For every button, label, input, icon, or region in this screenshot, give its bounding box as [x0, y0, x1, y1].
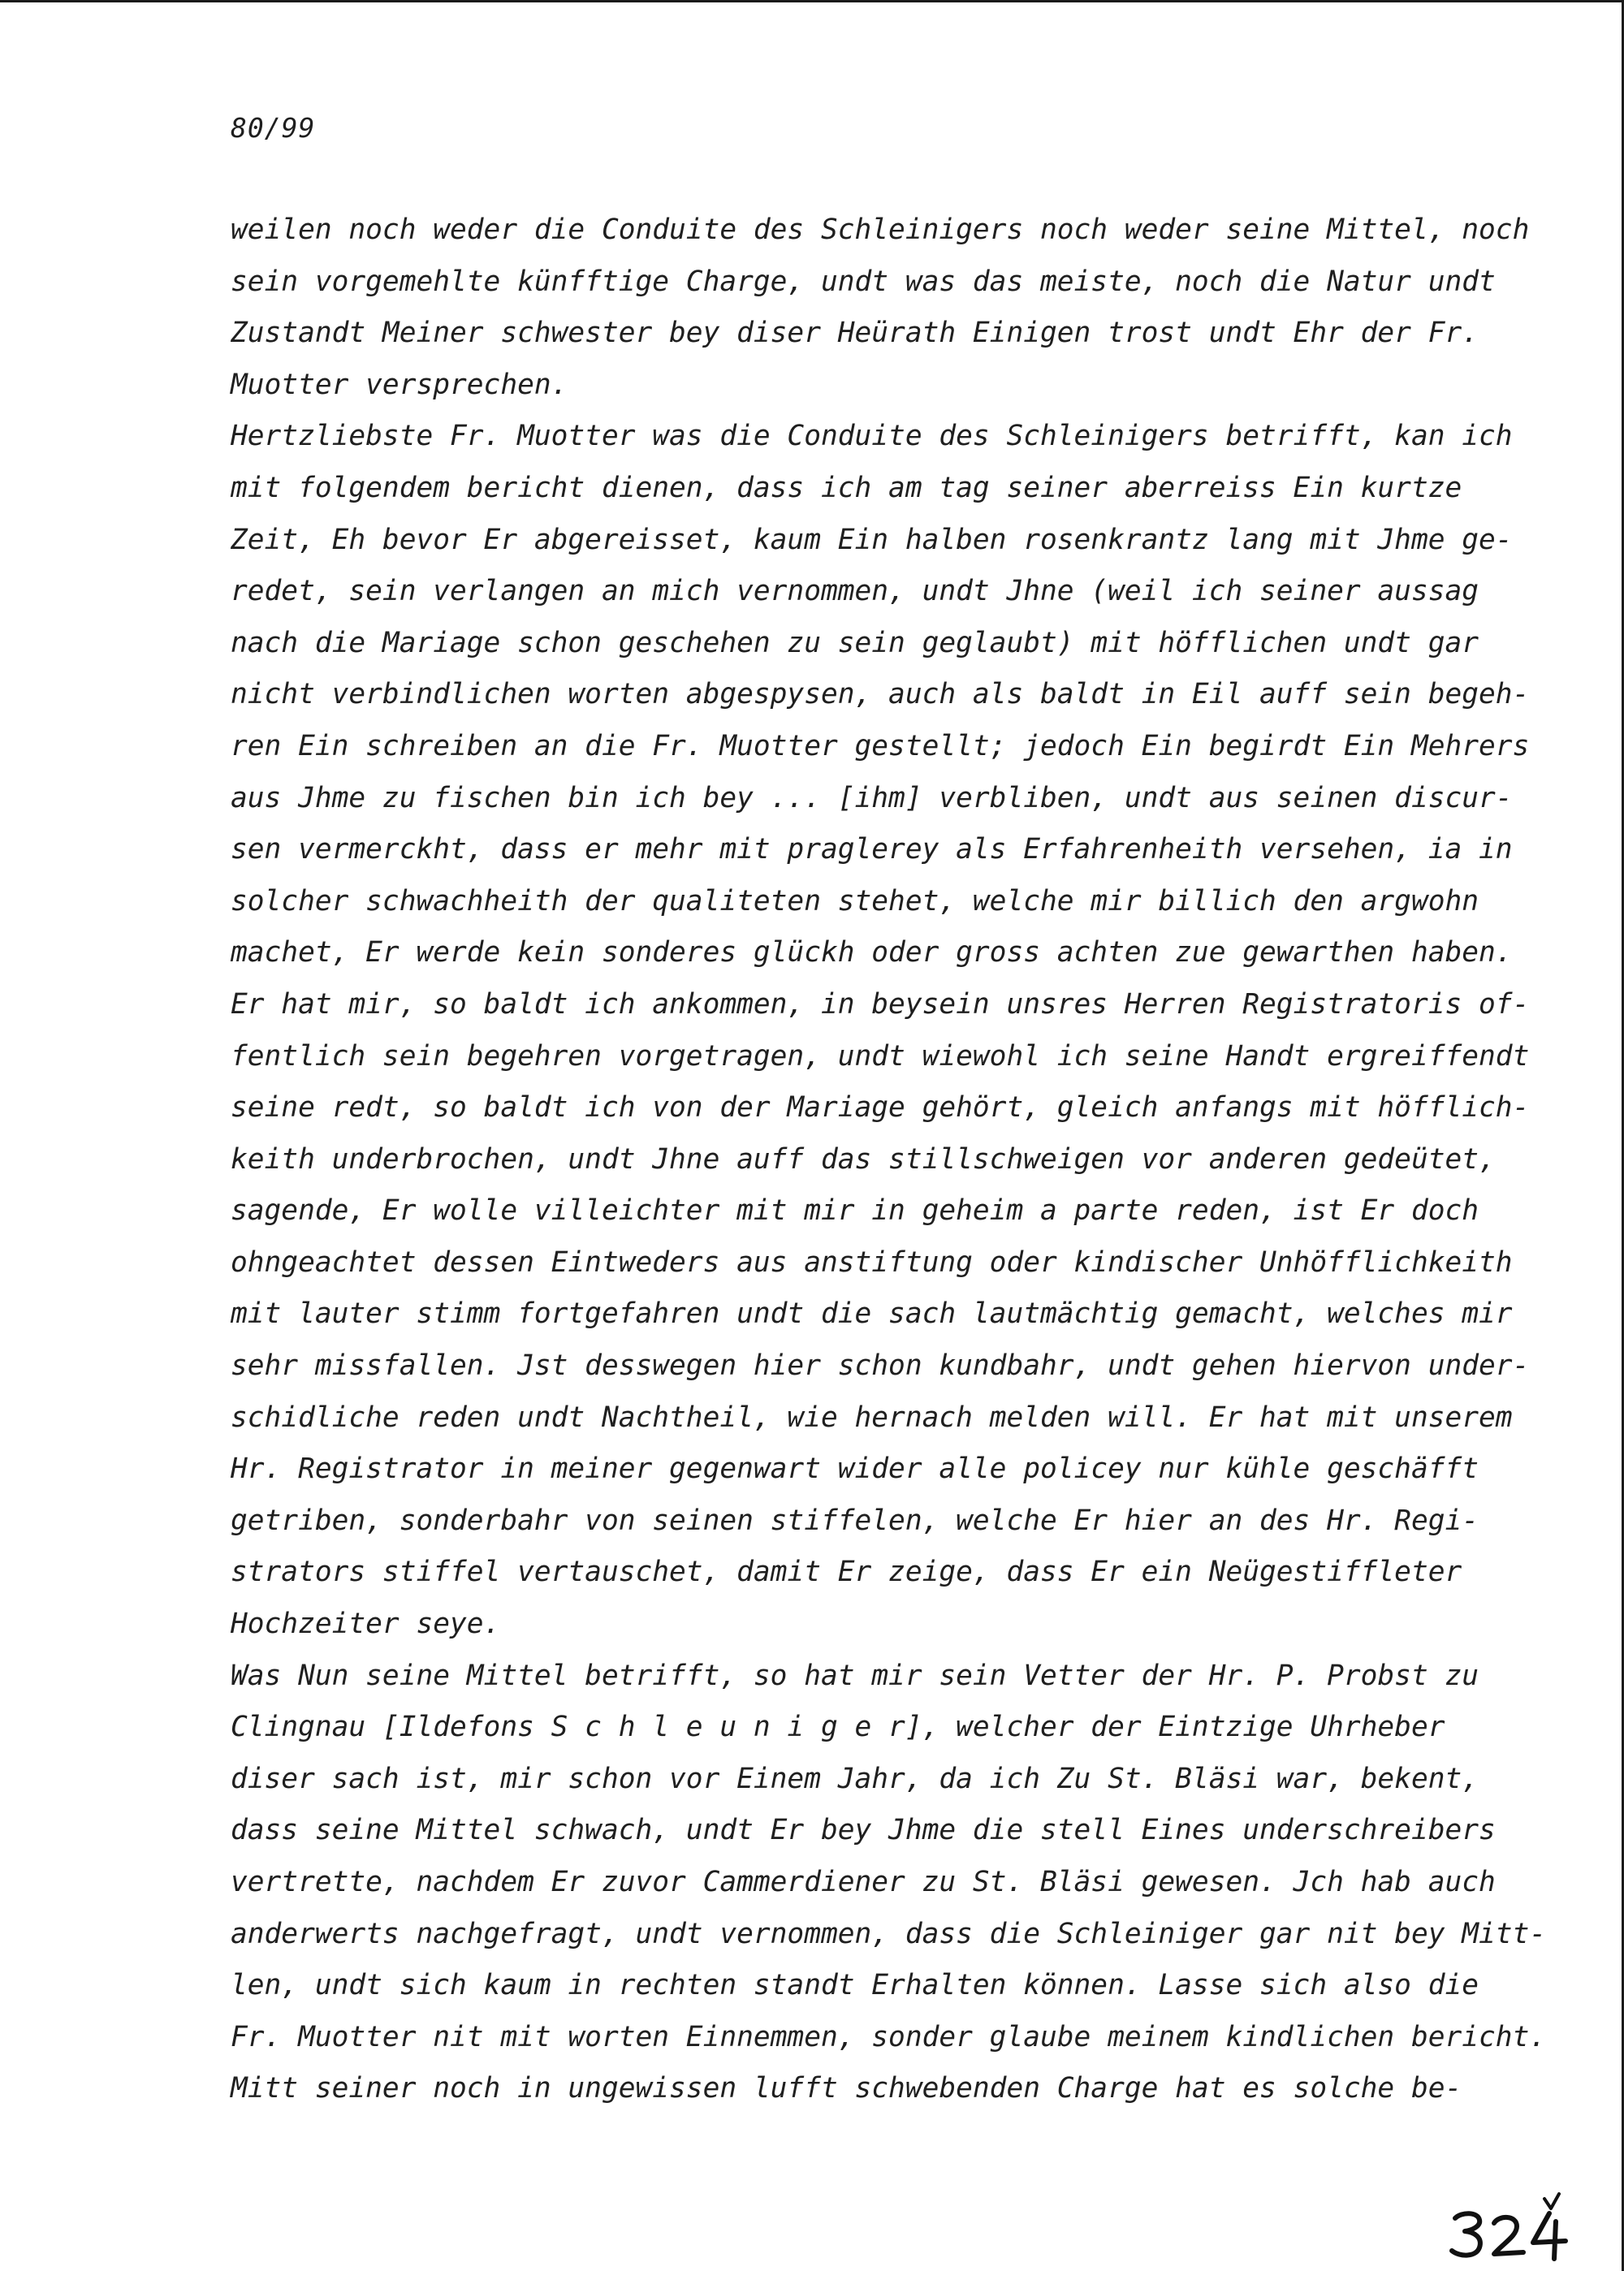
text-line: Was Nun seine Mittel betrifft, so hat mir sein Vetter der Hr. P. Probst zu	[231, 1659, 1479, 1692]
text-line: sen vermerckht, dass er mehr mit praglerey als Erfahrenheith versehen, ia in	[231, 833, 1513, 866]
text-line: seine redt, so baldt ich von der Mariage gehört, gleich anfangs mit höfflich-	[231, 1091, 1530, 1125]
text-line: Fr. Muotter nit mit worten Einnemmen, sonder glaube meinem kindlichen bericht.	[231, 2020, 1547, 2053]
text-line: sagende, Er wolle villeichter mit mir in geheim a parte reden, ist Er doch	[231, 1194, 1479, 1228]
text-line: sein vorgemehlte künfftige Charge, undt was das meiste, noch die Natur undt	[231, 265, 1496, 298]
text-line: Hochzeiter seye.	[231, 1608, 501, 1641]
text-line: mit folgendem bericht dienen, dass ich am tag seiner aberreiss Ein kurtze	[231, 471, 1462, 504]
top-border-line	[0, 0, 1624, 2]
text-line: keith underbrochen, undt Jhne auff das stillschweigen vor anderen gedeütet,	[231, 1142, 1496, 1176]
folio-digit-4	[1533, 2213, 1566, 2259]
text-line: anderwerts nachgefragt, undt vernommen, dass die Schleiniger gar nit bey Mitt-	[231, 1917, 1547, 1950]
text-line: dass seine Mittel schwach, undt Er bey Jhme die stell Eines underschreibers	[231, 1814, 1496, 1847]
text-line: getriben, sonderbahr von seinen stiffelen, welche Er hier an des Hr. Regi-	[231, 1504, 1479, 1537]
folio-check-mark	[1544, 2194, 1559, 2208]
text-line: Mitt seiner noch in ungewissen lufft schwebenden Charge hat es solche be-	[231, 2072, 1462, 2105]
text-line: len, undt sich kaum in rechten standt Erhalten können. Lasse sich also die	[231, 1969, 1479, 2002]
text-line: Hr. Registrator in meiner gegenwart wider alle policey nur kühle geschäfft	[231, 1453, 1479, 1486]
text-line: Clingnau [Ildefons S c h l e u n i g e r], welcher der Eintzige Uhrheber	[231, 1711, 1445, 1744]
text-line: schidliche reden undt Nachtheil, wie hernach melden will. Er hat mit unserem	[231, 1401, 1513, 1434]
text-line: sehr missfallen. Jst desswegen hier schon kundbahr, undt gehen hiervon under-	[231, 1349, 1530, 1383]
text-line: machet, Er werde kein sonderes glückh oder gross achten zue gewarthen haben.	[231, 936, 1513, 969]
folio-digit-2	[1494, 2217, 1523, 2254]
text-line: fentlich sein begehren vorgetragen, undt wiewohl ich seine Handt ergreiffendt	[231, 1039, 1530, 1073]
letter-body-text	[231, 205, 1547, 2115]
text-line: solcher schwachheith der qualiteten stehet, welche mir billich den argwohn	[231, 884, 1479, 917]
text-line: weilen noch weder die Conduite des Schleinigers noch weder seine Mittel, noch	[231, 214, 1530, 246]
text-line: Zeit, Eh bevor Er abgereisset, kaum Ein halben rosenkrantz lang mit Jhme ge-	[231, 523, 1513, 556]
page-number: 80/99	[231, 112, 316, 144]
folio-digit-3	[1452, 2213, 1480, 2255]
text-line: nach die Mariage schon geschehen zu sein geglaubt) mit höfflichen undt gar	[231, 626, 1479, 659]
text-line: Muotter versprechen.	[231, 368, 568, 401]
text-line: vertrette, nachdem Er zuvor Cammerdiener zu St. Bläsi gewesen. Jch hab auch	[231, 1866, 1496, 1898]
handwritten-folio-number	[1423, 2192, 1609, 2265]
text-line: diser sach ist, mir schon vor Einem Jahr, da ich Zu St. Bläsi war, bekent,	[231, 1762, 1479, 1795]
text-line: Hertzliebste Fr. Muotter was die Conduite des Schleinigers betrifft, kan ich	[231, 420, 1513, 453]
text-line: strators stiffel vertauschet, damit Er zeige, dass Er ein Neügestiffleter	[231, 1556, 1462, 1589]
text-line: ohngeachtet dessen Eintweders aus anstiftung oder kindischer Unhöfflichkeith	[231, 1246, 1513, 1279]
text-line: mit lauter stimm fortgefahren undt die sach lautmächtig gemacht, welches mir	[231, 1297, 1513, 1331]
text-line: aus Jhme zu fischen bin ich bey ... [ihm] verbliben, undt aus seinen discur-	[231, 781, 1513, 814]
text-line: nicht verbindlichen worten abgespysen, auch als baldt in Eil auff sein begeh-	[231, 678, 1530, 711]
text-line: ren Ein schreiben an die Fr. Muotter gestellt; jedoch Ein begirdt Ein Mehrers	[231, 729, 1530, 762]
text-line: redet, sein verlangen an mich vernommen, undt Jhne (weil ich seiner aussag	[231, 575, 1479, 608]
text-line: Zustandt Meiner schwester bey diser Heürath Einigen trost undt Ehr der Fr.	[231, 317, 1479, 350]
text-line: Er hat mir, so baldt ich ankommen, in beysein unsres Herren Registratoris of-	[231, 987, 1530, 1021]
